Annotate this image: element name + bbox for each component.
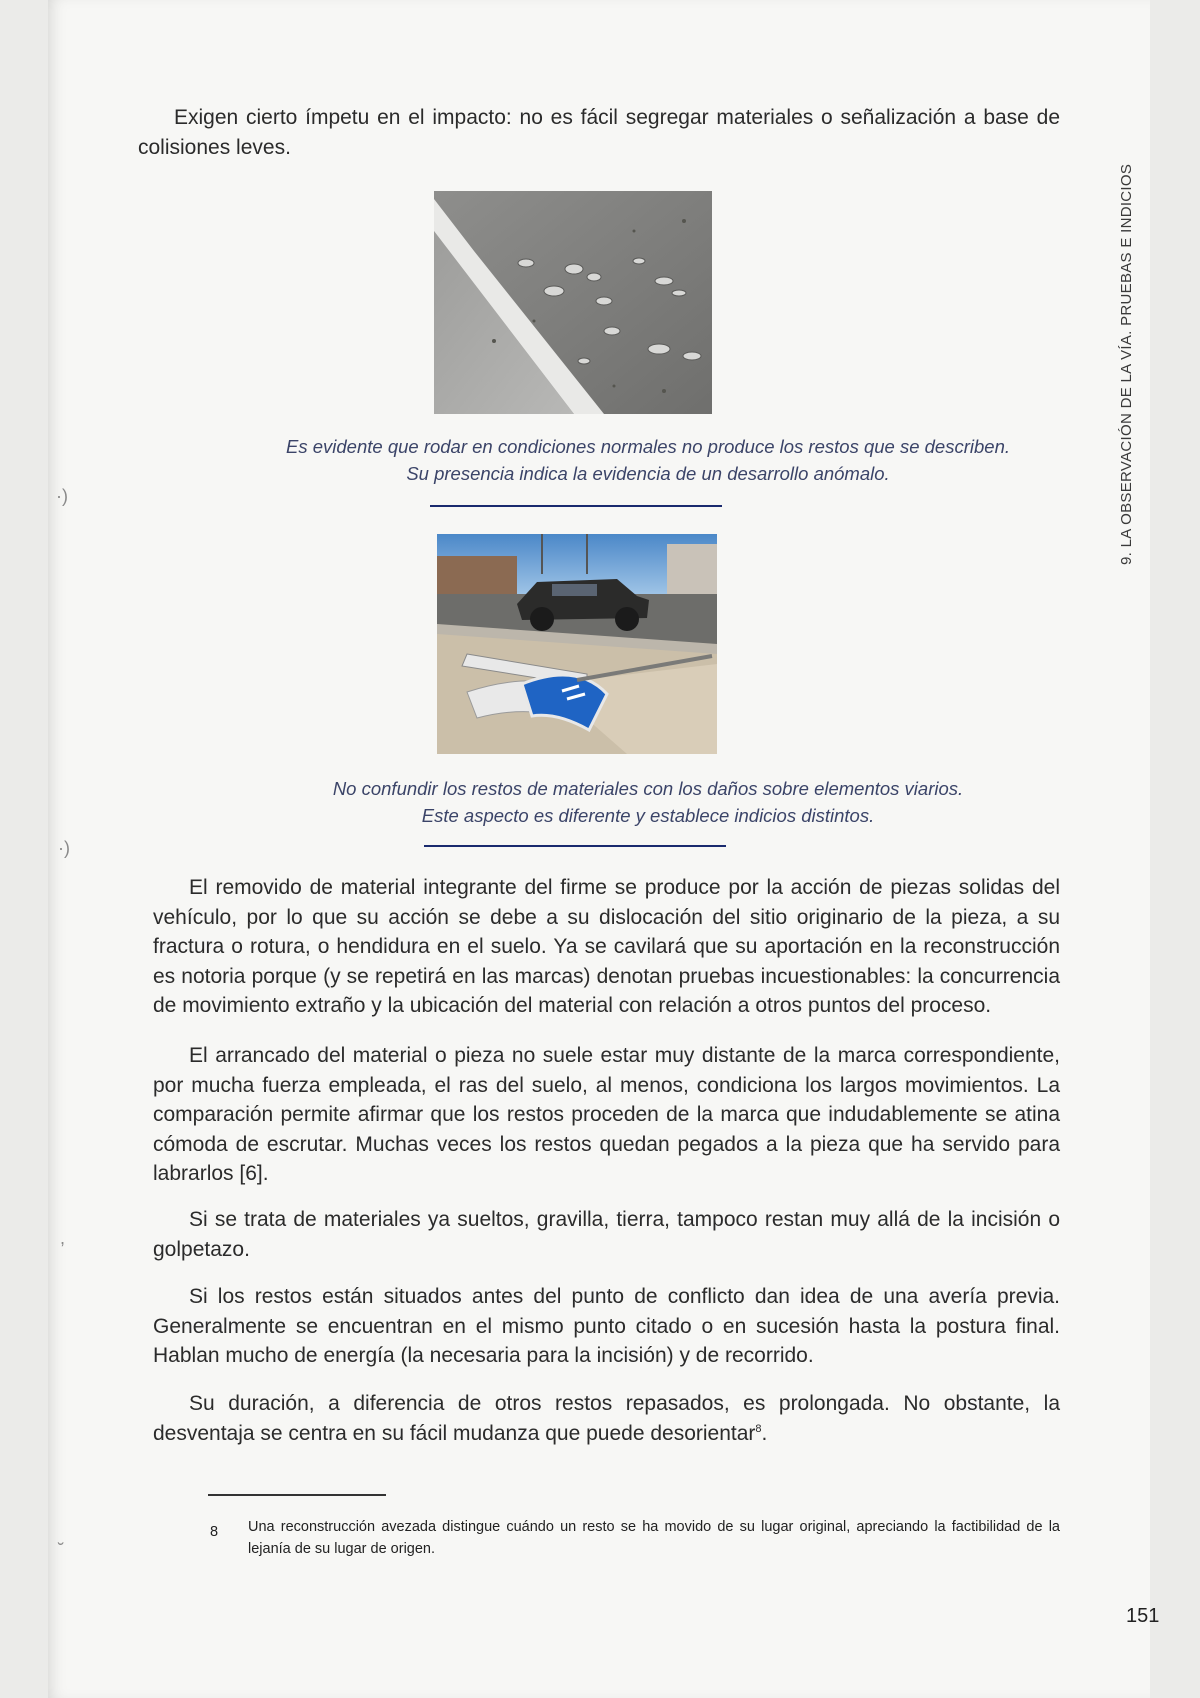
paragraph-intro: Exigen cierto ímpetu en el impacto: no es fácil segregar materiales o señalización a base de colisiones leves. — [138, 106, 1060, 159]
footnote-separator — [208, 1494, 386, 1496]
paragraph-duracion-text: Su duración, a diferencia de otros restos repasados, es prolongada. No obstante, la desventaja se centra en su fácil mudanza que puede desorientar — [153, 1392, 1060, 1445]
footnote-reference[interactable]: 8 — [755, 1422, 762, 1435]
figure-1-caption — [228, 433, 1068, 487]
figure-1-caption-line-2: Su presencia indica la evidencia de un desarrollo anómalo. — [406, 463, 890, 484]
binding-mark: ·) — [58, 838, 70, 858]
binding-mark: ·) — [56, 486, 68, 506]
binding-mark: ˘ — [58, 1540, 64, 1560]
paragraph-removido: El removido de material integrante del firme se produce por la acción de piezas solidas del vehículo, por lo que su acción se debe a su dislocación del sitio originario de la pieza, a su fractura o rotura, o hendidura en el suelo. Ya se cavilará que su aportación en la reconstrucción es notoria porque (y se repetirá en las marcas) denotan pruebas incuestionables: la concurrencia de movimiento extraño y la ubicación del material con relación a otros puntos del proceso. — [153, 876, 1060, 1017]
paragraph-sueltos: Si se trata de materiales ya sueltos, gravilla, tierra, tampoco restan muy allá de la incisión o golpetazo. — [153, 1208, 1060, 1261]
running-header: 9. LA OBSERVACIÓN DE LA VÍA. PRUEBAS E INDICIOS — [1118, 163, 1135, 565]
footnote-number: 8 — [210, 1524, 219, 1540]
paragraph-restos: Si los restos están situados antes del punto de conflicto dan idea de una avería previa. Generalmente se encuentran en el mismo punto citado o en sucesión hasta la postura final. Hablan mucho de energía (la necesaria para la incisión) y de recorrido. — [153, 1285, 1060, 1367]
footnote-text: Una reconstrucción avezada distingue cuándo un resto se ha movido de su lugar original, apreciando la factibilidad de la lejanía de su lugar de origen. — [248, 1519, 1060, 1557]
page-number: 151 — [1126, 1605, 1160, 1627]
figure-1-caption-line-1: Es evidente que rodar en condiciones normales no produce los restos que se describen. — [286, 436, 1010, 457]
figure-2-rule — [424, 845, 726, 847]
figure-2-caption — [228, 775, 1068, 829]
damaged-sign-photo — [437, 534, 717, 754]
figure-2-caption-line-2: Este aspecto es diferente y establece indicios distintos. — [421, 805, 875, 826]
book-page — [48, 0, 1160, 1698]
figure-2-caption-line-1: No confundir los restos de materiales con los daños sobre elementos viarios. — [332, 778, 964, 799]
paragraph-duracion: Su duración, a diferencia de otros restos repasados, es prolongada. No obstante, la desventaja se centra en su fácil mudanza que puede desorientar$^8$. — [153, 1392, 1060, 1445]
paragraph-arrancado: El arrancado del material o pieza no suele estar muy distante de la marca correspondiente, por mucha fuerza empleada, el ras del suelo, al menos, condiciona los largos movimientos. La comparación permite afirmar que los restos proceden de la marca que indudablemente se atina cómoda de escrutar. Muchas veces los restos quedan pegados a la pieza que ha servido para labrarlos [6]. — [153, 1044, 1060, 1185]
figure-1-rule — [430, 505, 722, 507]
road-debris-photo — [434, 191, 712, 414]
binding-mark: , — [60, 1228, 66, 1248]
